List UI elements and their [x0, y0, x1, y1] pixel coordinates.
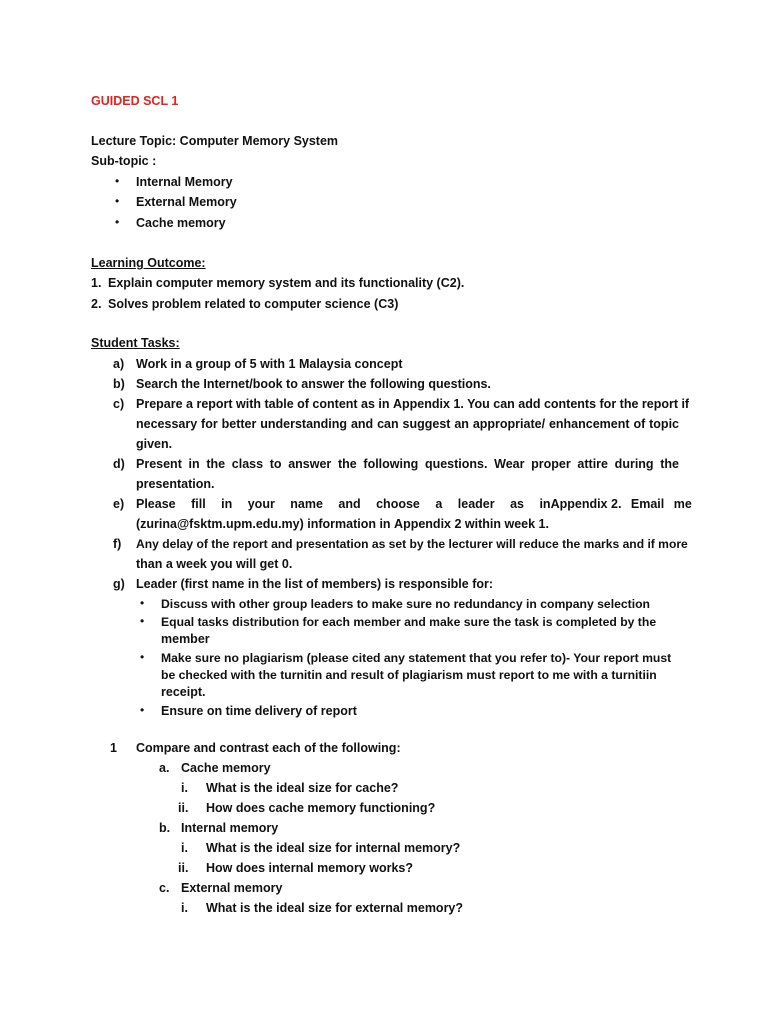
learning-outcome-heading: Learning Outcome:	[91, 256, 206, 270]
task-label: c)	[113, 397, 125, 411]
question-text: Compare and contrast each of the following:	[136, 741, 401, 755]
leader-duty: Discuss with other group leaders to make sure no redundancy in company selection	[161, 597, 650, 611]
subtopic-item: Internal Memory	[136, 175, 233, 189]
leader-duty: Ensure on time delivery of report	[161, 704, 357, 718]
task-text: presentation.	[136, 477, 215, 491]
task-label: d)	[113, 457, 125, 471]
subquestion-text: How does cache memory functioning?	[206, 801, 436, 815]
task-text: given.	[136, 437, 173, 451]
task-label: b)	[113, 377, 125, 391]
outcome-number: 1.	[91, 276, 102, 290]
email-link[interactable]: zurina@fsktm.upm.edu.my	[140, 517, 300, 531]
bullet-icon: •	[140, 614, 145, 628]
subtopic-item: External Memory	[136, 195, 237, 209]
bullet-icon: •	[115, 215, 120, 229]
task-text: Leader (first name in the list of members) is responsible for:	[136, 577, 494, 591]
subquestion-text: What is the ideal size for cache?	[206, 781, 399, 795]
task-text: Search the Internet/book to answer the following questions.	[136, 377, 491, 391]
bullet-icon: •	[115, 174, 120, 188]
bullet-icon: •	[140, 650, 145, 664]
subquestion-number: i.	[181, 781, 188, 795]
subquestion-text: What is the ideal size for external memory?	[206, 901, 464, 915]
task-text: (zurina@fsktm.upm.edu.my) information in Appendix 2 within week 1.	[136, 517, 549, 531]
task-label: f)	[113, 537, 122, 551]
leader-duty: Equal tasks distribution for each member and make sure the task is completed by the	[161, 615, 657, 629]
leader-duty: member	[161, 632, 210, 646]
question-part-label: a.	[159, 761, 170, 775]
bullet-icon: •	[140, 703, 145, 717]
task-text: Prepare a report with table of content as in Appendix 1. You can add contents for the report if	[136, 397, 690, 411]
task-text: necessary for better understanding and can suggest an appropriate/ enhancement of topic	[136, 417, 679, 431]
outcome-text: Solves problem related to computer science (C3)	[108, 297, 399, 311]
task-text: Present in the class to answer the following questions. Wear proper attire during the	[136, 457, 679, 471]
task-label: g)	[113, 577, 125, 591]
leader-duty: Make sure no plagiarism (please cited any statement that you refer to)- Your report must	[161, 651, 672, 665]
outcome-text: Explain computer memory system and its functionality (C2).	[108, 276, 465, 290]
subquestion-number: ii.	[178, 861, 189, 875]
question-part-text: Cache memory	[181, 761, 271, 775]
task-label: e)	[113, 497, 125, 511]
question-part-text: External memory	[181, 881, 283, 895]
subtopic-item: Cache memory	[136, 216, 226, 230]
subquestion-number: i.	[181, 901, 188, 915]
task-label: a)	[113, 357, 125, 371]
question-part-label: c.	[159, 881, 170, 895]
leader-duty: receipt.	[161, 685, 206, 699]
subquestion-number: i.	[181, 841, 188, 855]
question-number: 1	[110, 741, 117, 755]
subtopic-label: Sub-topic :	[91, 154, 157, 168]
bullet-icon: •	[115, 194, 120, 208]
task-text: Please fill in your name and choose a leader as in Appendix 2. Email me	[136, 497, 692, 511]
question-part-text: Internal memory	[181, 821, 279, 835]
task-text: Any delay of the report and presentation as set by the lecturer will reduce the marks and if more	[136, 537, 688, 551]
question-part-label: b.	[159, 821, 171, 835]
outcome-number: 2.	[91, 297, 102, 311]
student-tasks-heading: Student Tasks:	[91, 336, 180, 350]
task-text: Work in a group of 5 with 1 Malaysia concept	[136, 357, 403, 371]
task-text: than a week you will get 0.	[136, 557, 293, 571]
subquestion-text: What is the ideal size for internal memory?	[206, 841, 461, 855]
subquestion-number: ii.	[178, 801, 189, 815]
leader-duty: be checked with the turnitin and result of plagiarism must report to me with a turnitiin	[161, 668, 657, 682]
document-title: GUIDED SCL 1	[91, 94, 179, 108]
bullet-icon: •	[140, 596, 145, 610]
lecture-topic: Lecture Topic: Computer Memory System	[91, 134, 339, 148]
subquestion-text: How does internal memory works?	[206, 861, 413, 875]
